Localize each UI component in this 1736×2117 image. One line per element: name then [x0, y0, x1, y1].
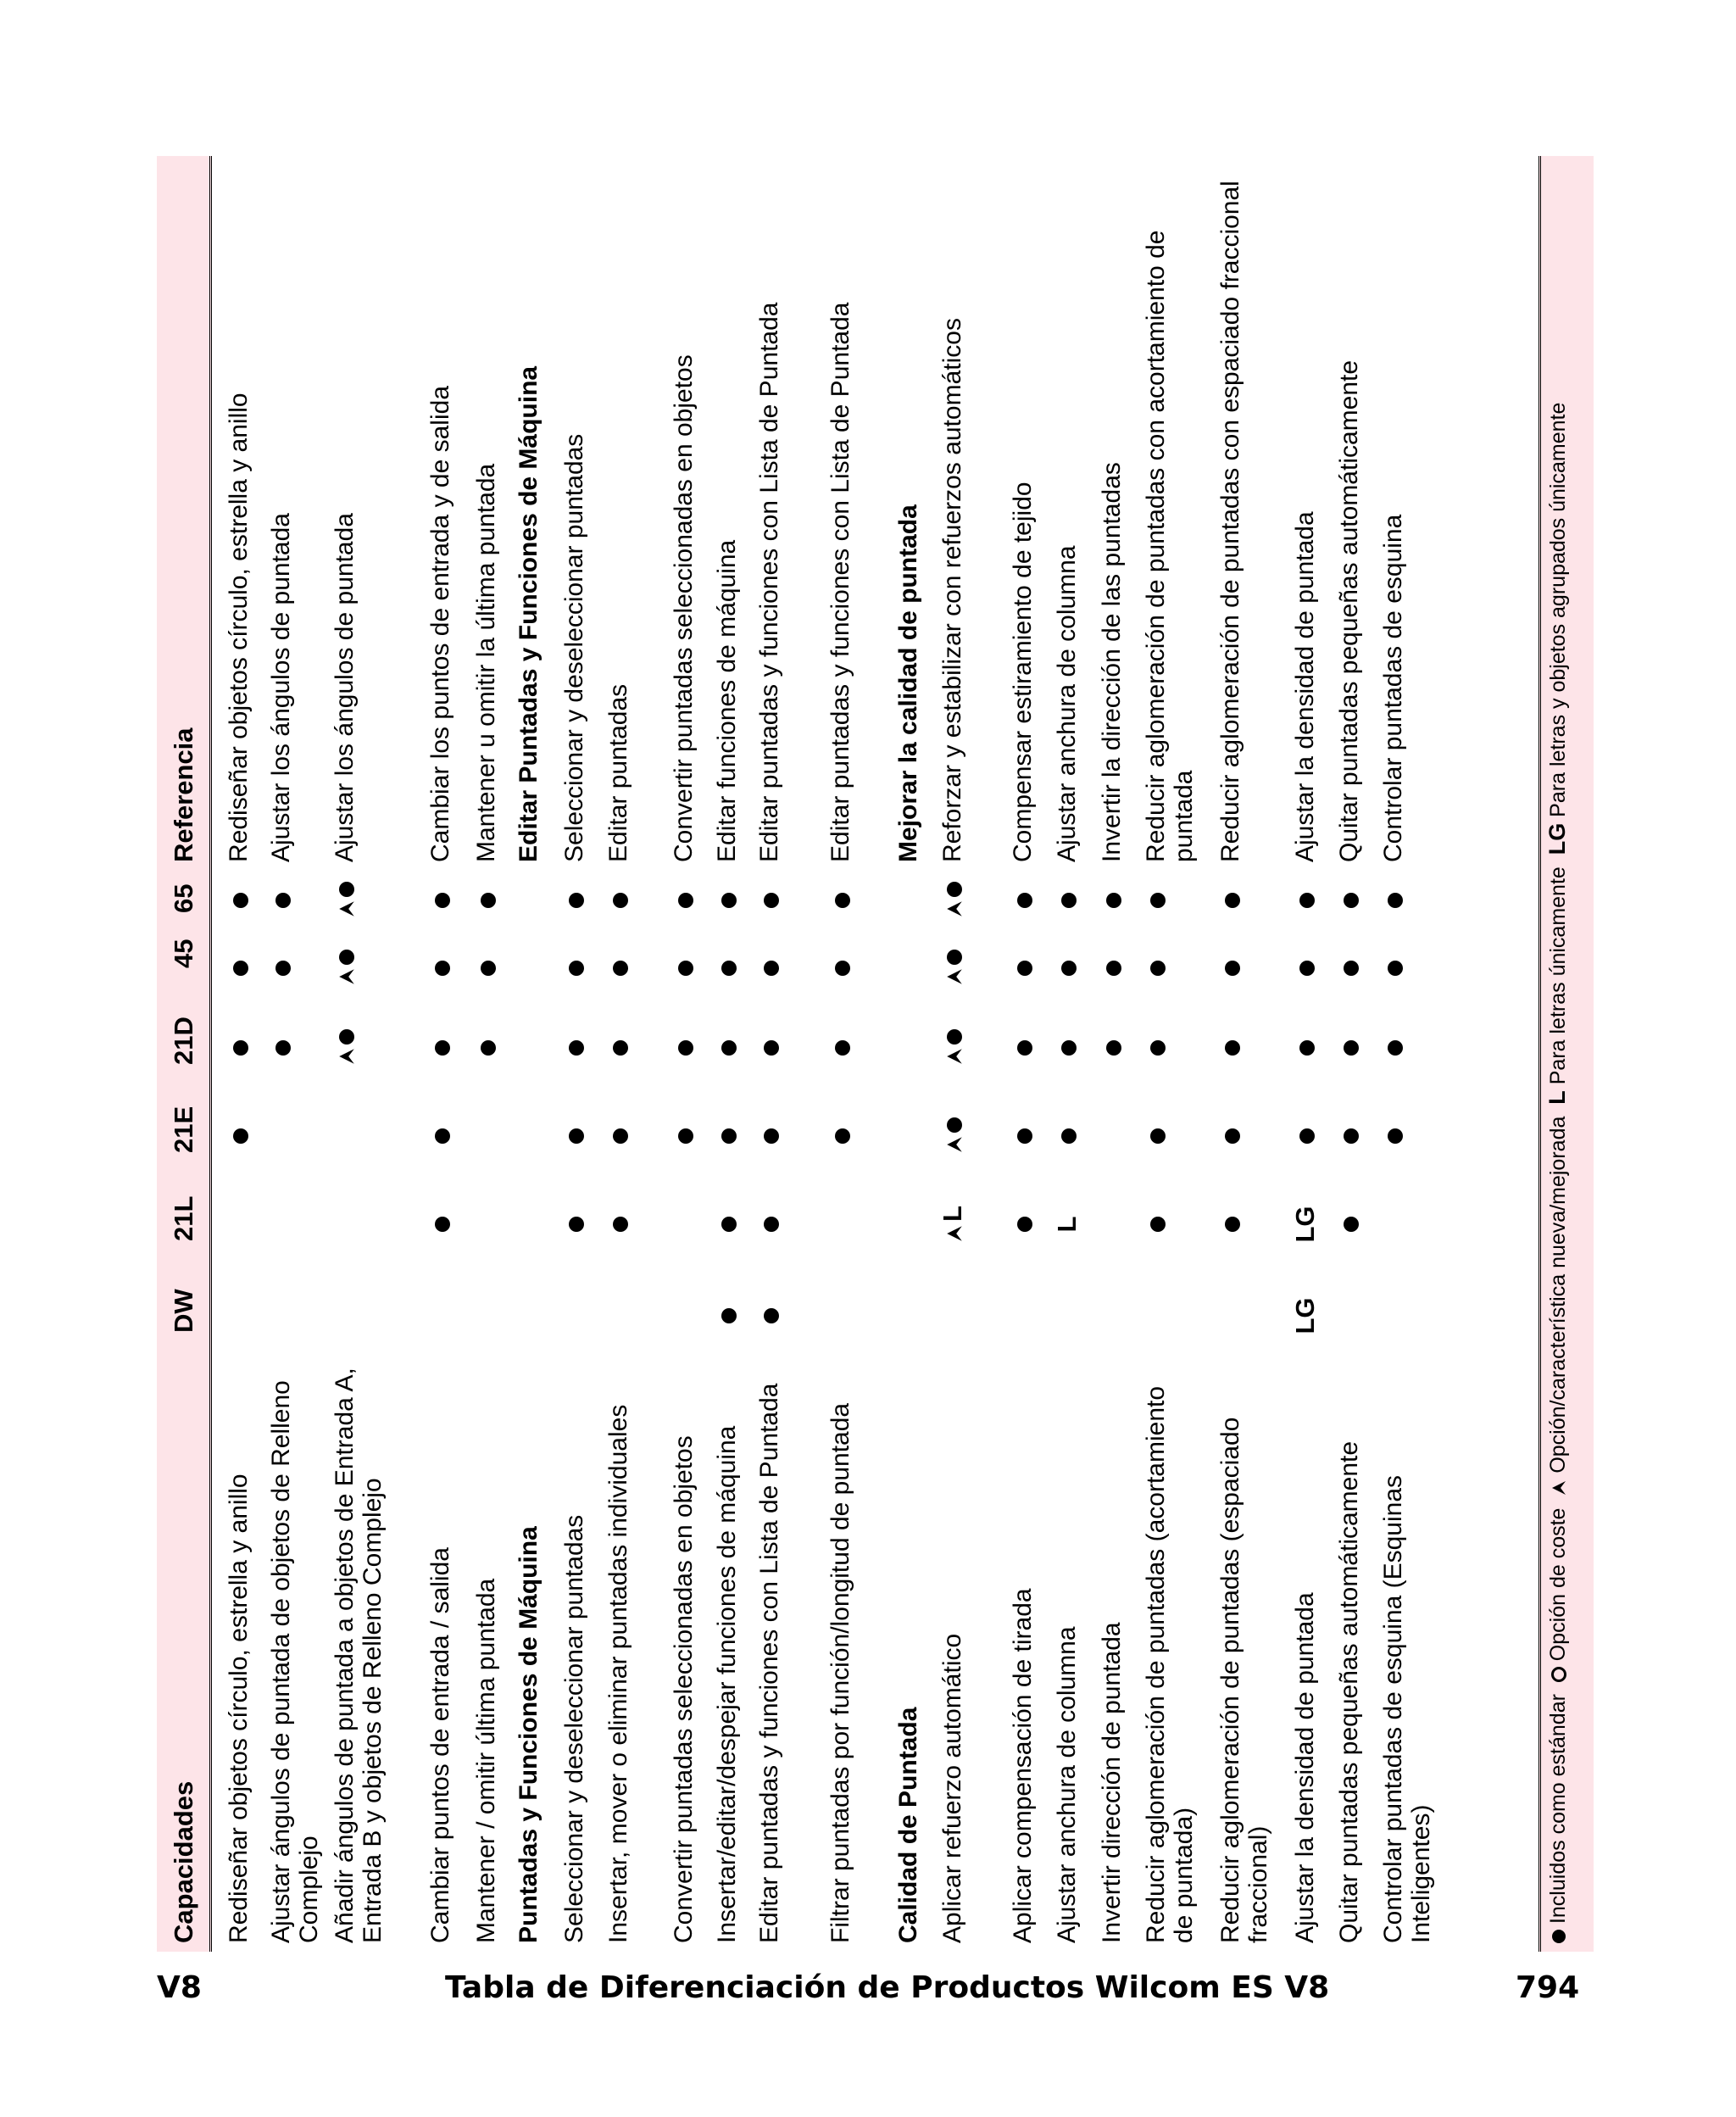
feature-cell-21l	[560, 1182, 588, 1267]
feature-cell-21e	[426, 1094, 454, 1178]
standard-dot-icon	[435, 1128, 450, 1144]
feature-cell-65	[267, 858, 295, 943]
standard-dot-icon	[435, 961, 450, 976]
feature-cell-21l	[713, 1182, 741, 1267]
feature-cell-21l	[1291, 1182, 1319, 1267]
standard-dot-icon	[721, 1040, 737, 1056]
standard-dot-icon	[678, 961, 693, 976]
feature-cell-21e	[1142, 1094, 1170, 1178]
standard-dot-icon	[1344, 1040, 1359, 1056]
capability-cell: Rediseñar objetos círculo, estrella y anillo	[225, 1474, 253, 1943]
reference-cell: Controlar puntadas de esquina	[1379, 514, 1407, 862]
feature-cell-21d	[755, 1006, 783, 1090]
standard-dot-icon	[1388, 1040, 1403, 1056]
standard-dot-icon	[613, 961, 628, 976]
capability-cell: Convertir puntadas seleccionadas en objetos	[670, 1435, 698, 1943]
standard-dot-icon	[233, 893, 248, 908]
new-feature-icon	[337, 968, 356, 987]
feature-cell-65	[1009, 858, 1037, 943]
standard-dot-icon	[947, 883, 962, 898]
feature-cell-dw	[755, 1273, 783, 1358]
feature-cell-21d	[1142, 1006, 1170, 1090]
reference-cell: Editar puntadas	[604, 683, 632, 862]
feature-cell-65	[225, 858, 253, 943]
feature-cell-21d	[1379, 1006, 1407, 1090]
feature-cell-21l	[1009, 1182, 1037, 1267]
standard-dot-icon	[1150, 1217, 1166, 1232]
standard-dot-icon	[721, 1217, 737, 1232]
standard-dot-icon	[1150, 1040, 1166, 1056]
standard-dot-icon	[947, 1030, 962, 1045]
standard-dot-icon	[613, 1040, 628, 1056]
feature-cell-65	[1142, 858, 1170, 943]
feature-cell-21d	[1291, 1006, 1319, 1090]
new-feature-icon	[1550, 1479, 1567, 1496]
standard-dot-icon	[275, 893, 291, 908]
standard-dot-icon	[1552, 1930, 1566, 1943]
standard-dot-icon	[233, 1040, 248, 1056]
standard-dot-icon	[764, 1128, 779, 1144]
standard-dot-icon	[678, 1128, 693, 1144]
feature-cell-65	[1098, 858, 1126, 943]
feature-cell-21d	[1053, 1006, 1081, 1090]
capability-cell: Invertir dirección de puntada	[1098, 1622, 1126, 1943]
capability-cell: Mantener / omitir última puntada	[472, 1578, 500, 1943]
feature-cell-65	[472, 858, 500, 943]
reference-cell: Reducir aglomeración de puntadas con acortamiento de puntada	[1142, 230, 1198, 862]
section-heading: Calidad de Puntada	[894, 1707, 922, 1943]
standard-dot-icon	[339, 950, 354, 966]
standard-dot-icon	[1225, 1040, 1240, 1056]
standard-dot-icon	[1388, 961, 1403, 976]
feature-cell-65	[560, 858, 588, 943]
feature-cell-65	[826, 858, 854, 943]
standard-dot-icon	[1106, 1040, 1121, 1056]
standard-dot-icon	[835, 1040, 850, 1056]
standard-dot-icon	[1388, 1128, 1403, 1144]
standard-dot-icon	[1150, 893, 1166, 908]
standard-dot-icon	[481, 893, 496, 908]
standard-dot-icon	[1150, 1128, 1166, 1144]
legend-cost: Opción/característica nueva/mejorada	[1546, 1116, 1570, 1474]
reference-cell: Ajustar la densidad de puntada	[1291, 511, 1319, 862]
standard-dot-icon	[435, 1217, 450, 1232]
standard-dot-icon	[339, 883, 354, 898]
feature-cell-21e	[670, 1094, 698, 1178]
cell-mark: LG	[1290, 1297, 1320, 1334]
standard-dot-icon	[569, 961, 584, 976]
capability-cell: Controlar puntadas de esquina (Esquinas Inteligentes)	[1379, 1474, 1435, 1943]
standard-dot-icon	[1225, 893, 1240, 908]
cell-mark: L	[938, 1206, 967, 1222]
feature-cell-21e	[1291, 1094, 1319, 1178]
standard-dot-icon	[275, 1040, 291, 1056]
standard-dot-icon	[721, 893, 737, 908]
feature-cell-21e	[1053, 1094, 1081, 1178]
new-feature-icon	[945, 968, 964, 987]
feature-cell-65	[938, 858, 966, 943]
feature-cell-21d	[225, 1006, 253, 1090]
header-capabilities: Capacidades	[169, 1780, 198, 1943]
standard-dot-icon	[947, 950, 962, 966]
reference-cell: Ajustar los ángulos de puntada	[331, 513, 359, 862]
feature-cell-21l	[604, 1182, 632, 1267]
feature-cell-21e	[225, 1094, 253, 1178]
feature-cell-65	[426, 858, 454, 943]
feature-cell-21d	[670, 1006, 698, 1090]
standard-dot-icon	[481, 961, 496, 976]
standard-dot-icon	[764, 1040, 779, 1056]
feature-cell-21l	[755, 1182, 783, 1267]
capability-cell: Ajustar ángulos de puntada de objetos de Relleno Complejo	[267, 1380, 323, 1943]
standard-dot-icon	[569, 893, 584, 908]
standard-dot-icon	[1344, 1217, 1359, 1232]
table-header	[157, 156, 212, 1952]
standard-dot-icon	[1388, 893, 1403, 908]
standard-dot-icon	[721, 1128, 737, 1144]
standard-dot-icon	[613, 893, 628, 908]
new-feature-icon	[945, 1224, 964, 1243]
header-col-21d: 21D	[169, 1017, 198, 1065]
feature-cell-21d	[604, 1006, 632, 1090]
standard-dot-icon	[481, 1040, 496, 1056]
feature-cell-65	[1291, 858, 1319, 943]
standard-dot-icon	[1344, 893, 1359, 908]
standard-dot-icon	[275, 961, 291, 976]
cell-mark: L	[1052, 1216, 1082, 1233]
reference-cell: Editar puntadas y funciones con Lista de Puntada	[755, 302, 783, 862]
reference-cell: Reducir aglomeración de puntadas con espaciado fraccional	[1216, 181, 1244, 862]
feature-cell-21d	[426, 1006, 454, 1090]
header-col-65: 65	[169, 883, 198, 913]
capability-cell: Añadir ángulos de puntada a objetos de Entrada A, Entrada B y objetos de Relleno Complejo	[331, 1368, 387, 1943]
feature-cell-21d	[713, 1006, 741, 1090]
feature-cell-21d	[1335, 1006, 1363, 1090]
standard-dot-icon	[1017, 1217, 1032, 1232]
standard-dot-icon	[1299, 1040, 1315, 1056]
feature-cell-21e	[604, 1094, 632, 1178]
standard-dot-icon	[1061, 961, 1077, 976]
reference-cell: Seleccionar y deseleccionar puntadas	[560, 433, 588, 862]
standard-dot-icon	[569, 1217, 584, 1232]
standard-dot-icon	[1225, 1217, 1240, 1232]
new-feature-icon	[945, 1136, 964, 1155]
standard-dot-icon	[1061, 893, 1077, 908]
capability-cell: Ajustar anchura de columna	[1053, 1626, 1081, 1943]
reference-cell: Quitar puntadas pequeñas automáticamente	[1335, 359, 1363, 862]
feature-cell-65	[604, 858, 632, 943]
feature-cell-21d	[267, 1006, 295, 1090]
standard-dot-icon	[1299, 1128, 1315, 1144]
legend-standard: Incluidos como estándar	[1546, 1694, 1570, 1925]
feature-cell-dw	[713, 1273, 741, 1358]
rotated-table	[157, 156, 1594, 1952]
feature-cell-21d	[1098, 1006, 1126, 1090]
standard-dot-icon	[721, 1308, 737, 1323]
standard-dot-icon	[1106, 893, 1121, 908]
reference-cell: Reforzar y estabilizar con refuerzos automáticos	[938, 318, 966, 862]
standard-dot-icon	[1299, 893, 1315, 908]
standard-dot-icon	[678, 893, 693, 908]
cell-mark: LG	[1290, 1206, 1320, 1243]
reference-cell: Rediseñar objetos círculo, estrella y anillo	[225, 393, 253, 862]
feature-cell-21d	[938, 1006, 966, 1090]
reference-cell: Ajustar los ángulos de puntada	[267, 513, 295, 862]
footer-right: 794	[1516, 1970, 1580, 2005]
new-feature-icon	[337, 900, 356, 919]
feature-cell-21l	[1216, 1182, 1244, 1267]
reference-cell: Mejorar la calidad de puntada	[894, 504, 922, 862]
reference-cell: Mantener u omitir la última puntada	[472, 463, 500, 862]
standard-dot-icon	[1344, 961, 1359, 976]
capability-cell: Aplicar compensación de tirada	[1009, 1588, 1037, 1943]
capability-cell: Quitar puntadas pequeñas automáticamente	[1335, 1440, 1363, 1943]
reference-cell: Editar funciones de máquina	[713, 539, 741, 862]
legend-l-key: L	[1544, 1090, 1570, 1105]
standard-dot-icon	[233, 961, 248, 976]
feature-cell-21d	[1009, 1006, 1037, 1090]
standard-dot-icon	[764, 1217, 779, 1232]
feature-cell-65	[1216, 858, 1244, 943]
legend-option: Opción de coste	[1546, 1507, 1570, 1662]
reference-cell: Editar puntadas y funciones con Lista de Puntada	[826, 302, 854, 862]
feature-cell-21e	[713, 1094, 741, 1178]
feature-cell-21d	[472, 1006, 500, 1090]
standard-dot-icon	[1150, 961, 1166, 976]
capability-cell: Cambiar puntos de entrada / salida	[426, 1547, 454, 1943]
standard-dot-icon	[1344, 1128, 1359, 1144]
new-feature-icon	[337, 1048, 356, 1067]
standard-dot-icon	[721, 961, 737, 976]
feature-cell-21e	[1379, 1094, 1407, 1178]
reference-cell: Cambiar los puntos de entrada y de salida	[426, 385, 454, 862]
feature-cell-65	[713, 858, 741, 943]
feature-cell-21d	[826, 1006, 854, 1090]
standard-dot-icon	[1017, 1040, 1032, 1056]
feature-cell-65	[670, 858, 698, 943]
standard-dot-icon	[1017, 961, 1032, 976]
standard-dot-icon	[764, 961, 779, 976]
footer-center: Tabla de Diferenciación de Productos Wilcom ES V8	[445, 1970, 1330, 2005]
capability-cell: Filtrar puntadas por función/longitud de puntada	[826, 1402, 854, 1943]
capability-cell: Editar puntadas y funciones con Lista de Puntada	[755, 1383, 783, 1943]
reference-cell: Invertir la dirección de las puntadas	[1098, 462, 1126, 862]
header-reference: Referencia	[169, 727, 198, 862]
feature-cell-21e	[755, 1094, 783, 1178]
legend-lg-key: LG	[1544, 822, 1570, 855]
standard-dot-icon	[678, 1040, 693, 1056]
feature-cell-21d	[560, 1006, 588, 1090]
standard-dot-icon	[835, 961, 850, 976]
standard-dot-icon	[835, 1128, 850, 1144]
capability-cell: Seleccionar y deseleccionar puntadas	[560, 1514, 588, 1943]
feature-cell-21l	[1053, 1182, 1081, 1267]
capability-cell: Insertar/editar/despejar funciones de máquina	[713, 1425, 741, 1943]
standard-dot-icon	[764, 893, 779, 908]
capability-cell: Ajustar la densidad de puntada	[1291, 1592, 1319, 1943]
feature-cell-dw	[1291, 1273, 1319, 1358]
feature-cell-21e	[1335, 1094, 1363, 1178]
header-col-21l: 21L	[169, 1195, 198, 1241]
standard-dot-icon	[1225, 961, 1240, 976]
capability-cell: Reducir aglomeración de puntadas (espaciado fraccional)	[1216, 1417, 1272, 1943]
standard-dot-icon	[1106, 961, 1121, 976]
standard-dot-icon	[613, 1128, 628, 1144]
reference-cell: Convertir puntadas seleccionadas en objetos	[670, 354, 698, 862]
option-ring-icon	[1551, 1667, 1566, 1682]
feature-cell-21d	[1216, 1006, 1244, 1090]
standard-dot-icon	[1017, 1128, 1032, 1144]
standard-dot-icon	[1017, 893, 1032, 908]
legend	[1538, 156, 1594, 1952]
standard-dot-icon	[947, 1118, 962, 1134]
feature-cell-21d	[331, 1006, 359, 1090]
standard-dot-icon	[835, 893, 850, 908]
feature-cell-65	[755, 858, 783, 943]
section-heading: Puntadas y Funciones de Máquina	[515, 1526, 542, 1943]
standard-dot-icon	[435, 1040, 450, 1056]
header-col-21e: 21E	[169, 1106, 198, 1153]
new-feature-icon	[945, 1048, 964, 1067]
standard-dot-icon	[569, 1128, 584, 1144]
reference-cell: Editar Puntadas y Funciones de Máquina	[515, 365, 542, 862]
standard-dot-icon	[569, 1040, 584, 1056]
standard-dot-icon	[435, 893, 450, 908]
new-feature-icon	[945, 900, 964, 919]
legend-l-text: Para letras únicamente	[1546, 866, 1570, 1085]
feature-cell-21l	[938, 1182, 966, 1267]
feature-cell-65	[1379, 858, 1407, 943]
capability-cell: Reducir aglomeración de puntadas (acortamiento de puntada)	[1142, 1385, 1198, 1943]
reference-cell: Ajustar anchura de columna	[1053, 545, 1081, 862]
standard-dot-icon	[1299, 961, 1315, 976]
feature-cell-21e	[1216, 1094, 1244, 1178]
feature-cell-21e	[560, 1094, 588, 1178]
feature-cell-65	[1053, 858, 1081, 943]
standard-dot-icon	[613, 1217, 628, 1232]
capability-cell: Aplicar refuerzo automático	[938, 1633, 966, 1943]
reference-cell: Compensar estiramiento de tejido	[1009, 482, 1037, 862]
header-col-dw: DW	[169, 1289, 198, 1333]
feature-cell-65	[1335, 858, 1363, 943]
standard-dot-icon	[233, 1128, 248, 1144]
standard-dot-icon	[1225, 1128, 1240, 1144]
standard-dot-icon	[764, 1308, 779, 1323]
feature-cell-21l	[1142, 1182, 1170, 1267]
feature-cell-21l	[426, 1182, 454, 1267]
legend-lg-text: Para letras y objetos agrupados únicamente	[1546, 402, 1570, 817]
feature-cell-65	[331, 858, 359, 943]
standard-dot-icon	[339, 1030, 354, 1045]
footer-left: V8	[157, 1970, 202, 2005]
header-col-45: 45	[169, 939, 198, 968]
capability-cell: Insertar, mover o eliminar puntadas individuales	[604, 1404, 632, 1943]
feature-cell-21l	[1335, 1182, 1363, 1267]
feature-cell-21e	[826, 1094, 854, 1178]
feature-cell-21e	[1009, 1094, 1037, 1178]
standard-dot-icon	[1061, 1040, 1077, 1056]
feature-cell-21e	[938, 1094, 966, 1178]
standard-dot-icon	[1061, 1128, 1077, 1144]
